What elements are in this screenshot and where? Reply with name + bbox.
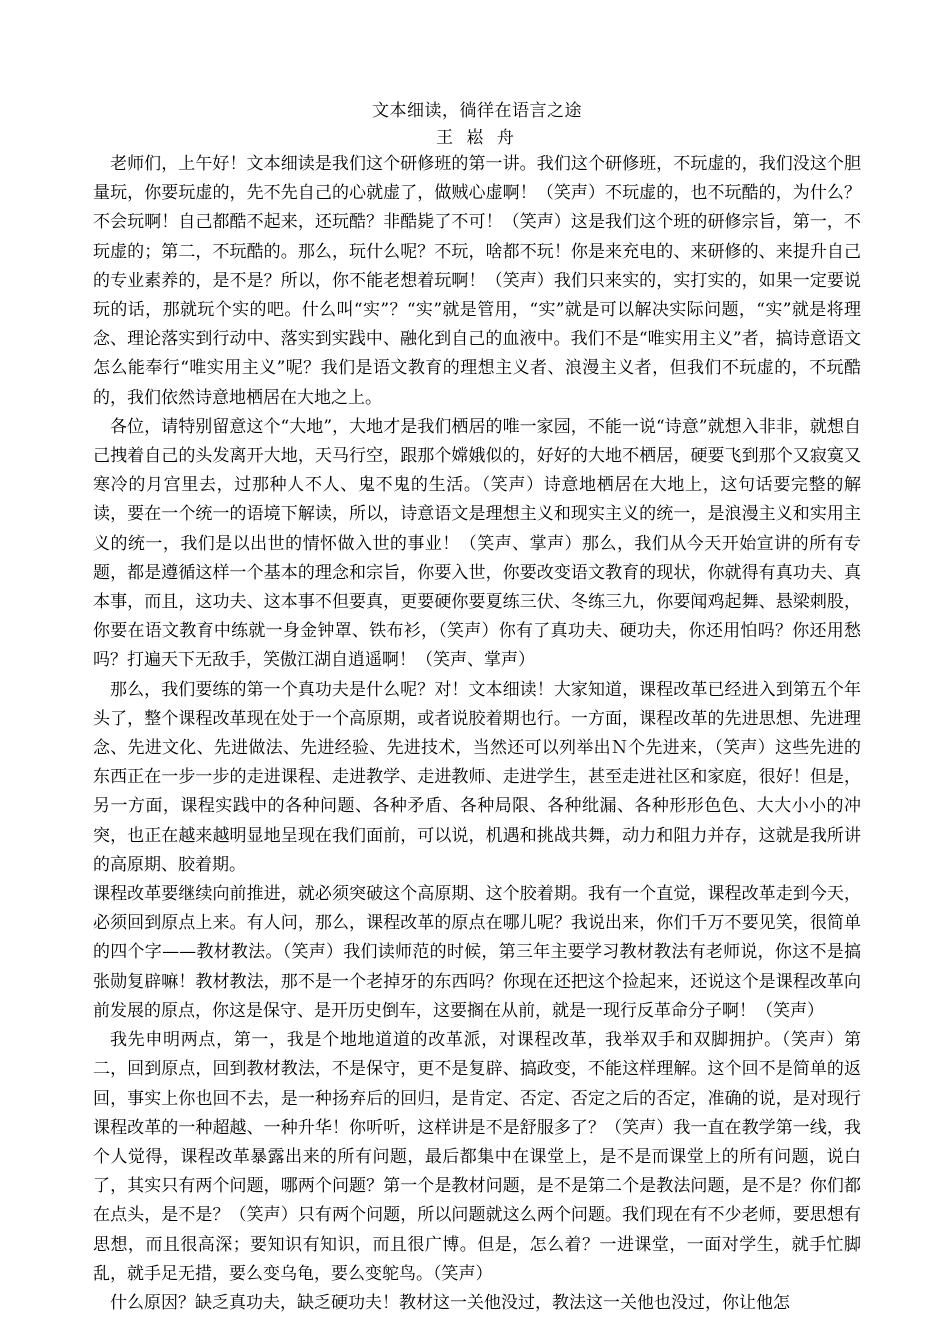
paragraph: 课程改革要继续向前推进，就必须突破这个高原期、这个胶着期。我有一个直觉，课程改革走到今天，必须回到原点上来。有人问，那么，课程改革的原点在哪儿呢？我说出来，你们千万不要见笑，很简单的四个字——教材教法。（笑声）我们读师范的时候，第三年主要学习教材教法有老师说，你这不是搞张勋复辟嘛！教材教法，那不是一个老掉牙的东西吗？你现在还把这个捡起来，还说这个是课程改革向前发展的原点，你这是保守、是开历史倒车，这要搁在从前，就是一现行反革命分子啊！（笑声） bbox=[93, 884, 861, 1021]
document-author: 王 崧 舟 bbox=[436, 128, 518, 148]
paragraph: 什么原因？缺乏真功夫，缺乏硬功夫！教材这一关他没过，教法这一关他也没过，你让他怎 bbox=[110, 1292, 790, 1313]
paragraph: 各位，请特别留意这个“大地”，大地才是我们栖居的唯一家园，不能一说“诗意”就想入非非，就想自己拽着自己的头发离开大地，天马行空，跟那个嫦娥似的，好好的大地不栖居，硬要飞到那个又寂寞又寒冷的月宫里去，过那种人不人、鬼不鬼的生活。（笑声）诗意地栖居在大地上，这句话要完整的解读，要在一个统一的语境下解读，所以，诗意语文是理想主义和现实主义的统一，是浪漫主义和实用主义的统一，我们是以出世的情怀做入世的事业！（笑声、掌声）那么，我们从今天开始宣讲的所有专题，都是遵循这样一个基本的理念和宗旨，你要入世，你要改变语文教育的现状，你就得有真功夫、真本事，而且，这功夫、这本事不但要真，更要硬你要夏练三伏、冬练三九，你要闻鸡起舞、悬梁刺股，你要在语文教育中练就一身金钟罩、铁布衫，（笑声）你有了真功夫、硬功夫，你还用怕吗？你还用愁吗？打遍天下无敌手，笑傲江湖自逍遥啊！（笑声、掌声） bbox=[93, 416, 861, 671]
document-page bbox=[93, 97, 861, 1318]
paragraph: 那么，我们要练的第一个真功夫是什么呢？对！文本细读！大家知道，课程改革已经进入到第五个年头了，整个课程改革现在处于一个高原期，或者说胶着期也行。一方面，课程改革的先进思想、先进理念、先进文化、先进做法、先进经验、先进技术，当然还可以列举出Ｎ个先进来，（笑声）这些先进的东西正在一步一步的走进课程、走进教学、走进教师、走进学生，甚至走进社区和家庭，很好！但是，另一方面，课程实践中的各种问题、各种矛盾、各种局限、各种纰漏、各种形形色色、大大小小的冲突，也正在越来越明显地呈现在我们面前，可以说，机遇和挑战共舞，动力和阻力并存，这就是我所讲的高原期、胶着期。 bbox=[93, 679, 861, 875]
paragraph: 老师们，上午好！文本细读是我们这个研修班的第一讲。我们这个研修班，不玩虚的，我们没这个胆量玩，你要玩虚的，先不先自己的心就虚了，做贼心虚啊！（笑声）不玩虚的，也不玩酷的，为什么？不会玩啊！自己都酷不起来，还玩酷？非酷毙了不可！（笑声）这是我们这个班的研修宗旨，第一，不玩虚的；第二，不玩酷的。那么，玩什么呢？不玩，啥都不玩！你是来充电的、来研修的、来提升自己的专业素养的，是不是？所以，你不能老想着玩啊！（笑声）我们只来实的，实打实的，如果一定要说玩的话，那就玩个实的吧。什么叫“实”？“实”就是管用，“实”就是可以解决实际问题，“实”就是将理念、理论落实到行动中、落实到实践中、融化到自己的血液中。我们不是“唯实用主义”者，搞诗意语文怎么能奉行“唯实用主义”呢？我们是语文教育的理想主义者、浪漫主义者，但我们不玩虚的，不玩酷的，我们依然诗意地栖居在大地之上。 bbox=[93, 154, 861, 408]
document-title: 文本细读，徜徉在语言之途 bbox=[372, 101, 582, 121]
paragraph: 我先申明两点，第一，我是个地地道道的改革派，对课程改革，我举双手和双脚拥护。（笑声）第二，回到原点，回到教材教法，不是保守，更不是复辟、搞政变，不能这样理解。这个回不是简单的返回，事实上你也回不去，是一种扬弃后的回归，是肯定、否定、否定之后的否定，准确的说，是对现行课程改革的一种超越、一种升华！你听听，这样讲是不是舒服多了？（笑声）我一直在教学第一线，我个人觉得，课程改革暴露出来的所有问题，最后都集中在课堂上，是不是而课堂上的所有问题，说白了，其实只有两个问题，哪两个问题？第一个是教材问题，是不是第二个是教法问题，是不是？你们都在点头，是不是？（笑声）只有两个问题，所以问题就这么两个问题。我们现在有不少老师，要思想有思想，而且很高深；要知识有知识，而且很广博。但是，怎么着？一进课堂，一面对学生，就手忙脚乱，就手足无措，要么变乌龟，要么变鸵鸟。（笑声） bbox=[93, 1030, 861, 1284]
